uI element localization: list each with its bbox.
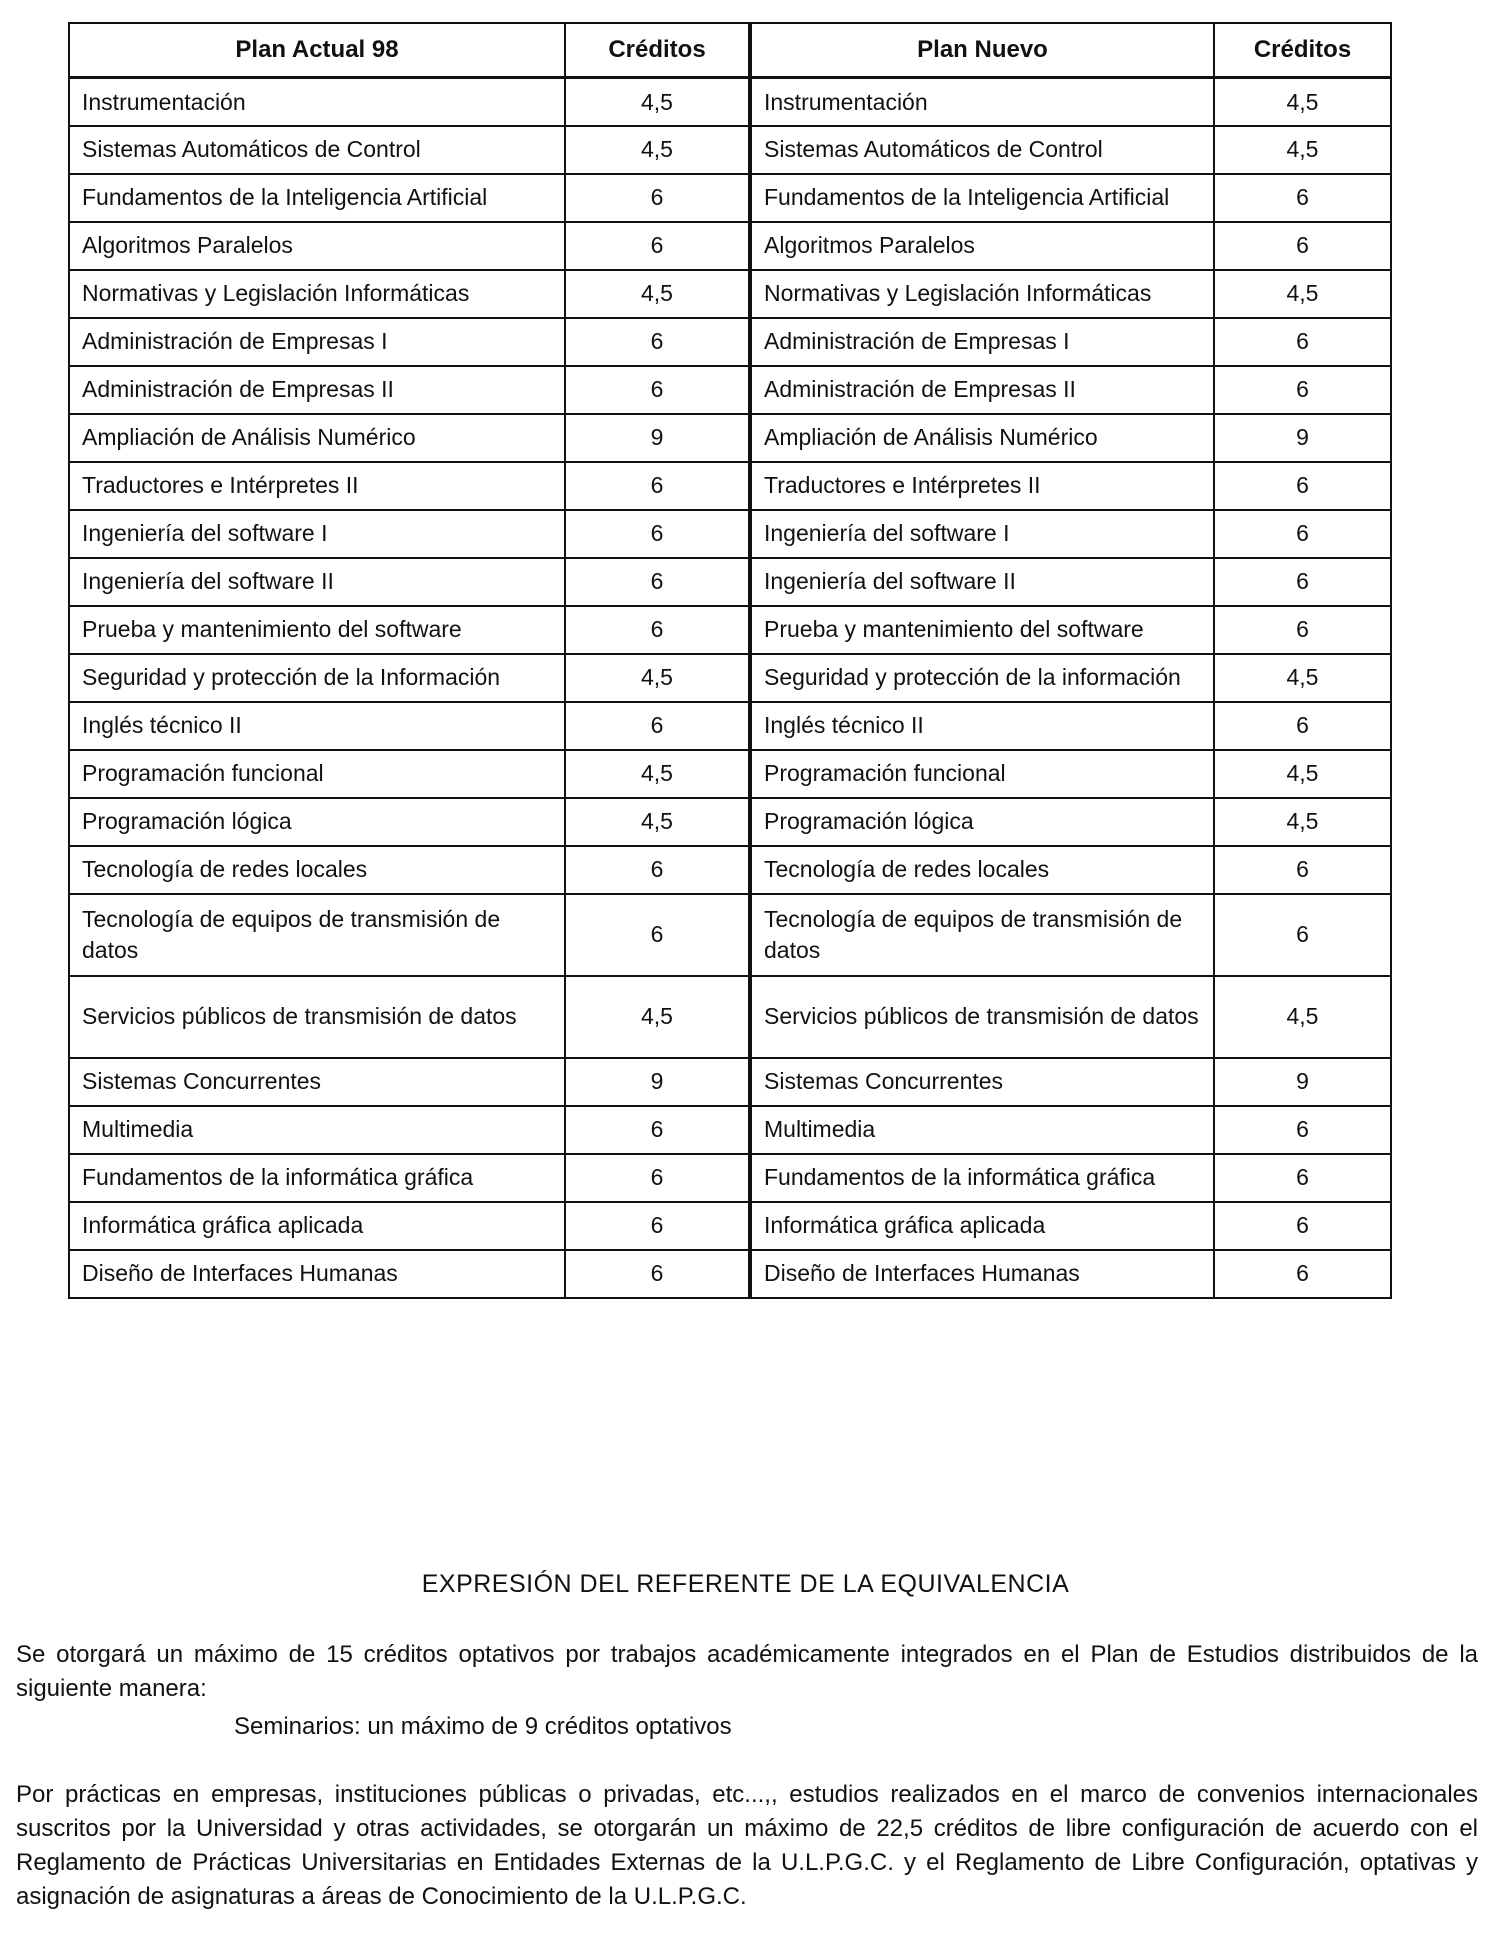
cell-creditos-actual: 6 [565, 510, 750, 558]
cell-asignatura-nuevo: Tecnología de equipos de transmisión de datos [750, 894, 1214, 976]
table-row [69, 846, 1391, 894]
cell-creditos-actual: 9 [565, 414, 750, 462]
cell-creditos-nuevo: 4,5 [1214, 976, 1391, 1058]
cell-asignatura-actual: Prueba y mantenimiento del software [69, 606, 565, 654]
cell-asignatura-actual: Fundamentos de la informática gráfica [69, 1154, 565, 1202]
cell-creditos-actual: 4,5 [565, 798, 750, 846]
cell-asignatura-nuevo: Administración de Empresas I [750, 318, 1214, 366]
cell-creditos-nuevo: 6 [1214, 1154, 1391, 1202]
cell-creditos-actual: 9 [565, 1058, 750, 1106]
table-row [69, 366, 1391, 414]
table-row [69, 1106, 1391, 1154]
cell-creditos-nuevo: 6 [1214, 174, 1391, 222]
cell-creditos-nuevo: 6 [1214, 510, 1391, 558]
cell-creditos-actual: 6 [565, 558, 750, 606]
table-row [69, 1250, 1391, 1298]
cell-asignatura-actual: Instrumentación [69, 78, 565, 126]
cell-asignatura-nuevo: Programación funcional [750, 750, 1214, 798]
cell-asignatura-nuevo: Sistemas Automáticos de Control [750, 126, 1214, 174]
cell-asignatura-actual: Sistemas Concurrentes [69, 1058, 565, 1106]
cell-asignatura-actual: Ingeniería del software II [69, 558, 565, 606]
cell-creditos-nuevo: 6 [1214, 846, 1391, 894]
cell-creditos-actual: 4,5 [565, 270, 750, 318]
cell-creditos-nuevo: 4,5 [1214, 798, 1391, 846]
cell-creditos-nuevo: 4,5 [1214, 270, 1391, 318]
cell-creditos-nuevo: 9 [1214, 1058, 1391, 1106]
table-row [69, 798, 1391, 846]
table-row [69, 750, 1391, 798]
header-plan-nuevo: Plan Nuevo [750, 23, 1214, 78]
table-row [69, 894, 1391, 976]
cell-asignatura-nuevo: Instrumentación [750, 78, 1214, 126]
cell-asignatura-actual: Algoritmos Paralelos [69, 222, 565, 270]
table-row [69, 462, 1391, 510]
cell-asignatura-actual: Ingeniería del software I [69, 510, 565, 558]
cell-creditos-actual: 6 [565, 702, 750, 750]
cell-creditos-nuevo: 4,5 [1214, 654, 1391, 702]
header-creditos-actual: Créditos [565, 23, 750, 78]
table-row [69, 1202, 1391, 1250]
cell-asignatura-nuevo: Ingeniería del software I [750, 510, 1214, 558]
cell-creditos-actual: 6 [565, 318, 750, 366]
cell-creditos-nuevo: 6 [1214, 222, 1391, 270]
cell-creditos-actual: 6 [565, 846, 750, 894]
table-row [69, 174, 1391, 222]
cell-creditos-nuevo: 6 [1214, 318, 1391, 366]
table-row [69, 510, 1391, 558]
table-header-row [69, 23, 1391, 78]
table-row [69, 318, 1391, 366]
cell-asignatura-actual: Servicios públicos de transmisión de datos [69, 976, 565, 1058]
cell-asignatura-nuevo: Programación lógica [750, 798, 1214, 846]
cell-creditos-actual: 6 [565, 174, 750, 222]
table-row [69, 222, 1391, 270]
cell-creditos-actual: 6 [565, 606, 750, 654]
cell-creditos-nuevo: 4,5 [1214, 750, 1391, 798]
cell-asignatura-actual: Multimedia [69, 1106, 565, 1154]
paragraph-seminarios: Seminarios: un máximo de 9 créditos optativos [234, 1713, 732, 1740]
cell-creditos-nuevo: 6 [1214, 1106, 1391, 1154]
cell-asignatura-nuevo: Multimedia [750, 1106, 1214, 1154]
cell-asignatura-nuevo: Prueba y mantenimiento del software [750, 606, 1214, 654]
table-row [69, 702, 1391, 750]
equivalence-table [68, 22, 1392, 1299]
cell-asignatura-nuevo: Sistemas Concurrentes [750, 1058, 1214, 1106]
cell-creditos-actual: 4,5 [565, 78, 750, 126]
table-row [69, 414, 1391, 462]
cell-creditos-nuevo: 6 [1214, 702, 1391, 750]
table-row [69, 976, 1391, 1058]
cell-asignatura-actual: Informática gráfica aplicada [69, 1202, 565, 1250]
table-row [69, 1058, 1391, 1106]
cell-asignatura-nuevo: Traductores e Intérpretes II [750, 462, 1214, 510]
cell-creditos-actual: 6 [565, 1154, 750, 1202]
cell-creditos-nuevo: 6 [1214, 894, 1391, 976]
cell-asignatura-nuevo: Algoritmos Paralelos [750, 222, 1214, 270]
cell-asignatura-actual: Programación funcional [69, 750, 565, 798]
cell-asignatura-nuevo: Ampliación de Análisis Numérico [750, 414, 1214, 462]
cell-asignatura-actual: Traductores e Intérpretes II [69, 462, 565, 510]
cell-asignatura-nuevo: Seguridad y protección de la información [750, 654, 1214, 702]
cell-asignatura-nuevo: Servicios públicos de transmisión de datos [750, 976, 1214, 1058]
cell-asignatura-nuevo: Diseño de Interfaces Humanas [750, 1250, 1214, 1298]
cell-asignatura-actual: Tecnología de equipos de transmisión de datos [69, 894, 565, 976]
table-row [69, 558, 1391, 606]
cell-asignatura-actual: Normativas y Legislación Informáticas [69, 270, 565, 318]
table-row [69, 126, 1391, 174]
section-title: EXPRESIÓN DEL REFERENTE DE LA EQUIVALENCIA [421, 1570, 1070, 1598]
cell-creditos-nuevo: 6 [1214, 462, 1391, 510]
cell-asignatura-nuevo: Fundamentos de la Inteligencia Artificial [750, 174, 1214, 222]
header-plan-actual: Plan Actual 98 [69, 23, 565, 78]
cell-creditos-nuevo: 9 [1214, 414, 1391, 462]
cell-creditos-actual: 6 [565, 894, 750, 976]
cell-asignatura-actual: Programación lógica [69, 798, 565, 846]
table-row [69, 270, 1391, 318]
cell-asignatura-nuevo: Administración de Empresas II [750, 366, 1214, 414]
cell-asignatura-actual: Diseño de Interfaces Humanas [69, 1250, 565, 1298]
table-body [69, 78, 1391, 1298]
cell-asignatura-nuevo: Normativas y Legislación Informáticas [750, 270, 1214, 318]
cell-creditos-actual: 6 [565, 1202, 750, 1250]
cell-creditos-actual: 4,5 [565, 750, 750, 798]
cell-creditos-nuevo: 6 [1214, 558, 1391, 606]
table-row [69, 1154, 1391, 1202]
cell-asignatura-nuevo: Informática gráfica aplicada [750, 1202, 1214, 1250]
cell-creditos-nuevo: 6 [1214, 606, 1391, 654]
cell-creditos-actual: 4,5 [565, 126, 750, 174]
header-creditos-nuevo: Créditos [1214, 23, 1391, 78]
cell-asignatura-nuevo: Ingeniería del software II [750, 558, 1214, 606]
table-row [69, 78, 1391, 126]
cell-asignatura-actual: Administración de Empresas I [69, 318, 565, 366]
cell-creditos-actual: 6 [565, 1106, 750, 1154]
cell-asignatura-actual: Administración de Empresas II [69, 366, 565, 414]
cell-creditos-actual: 6 [565, 222, 750, 270]
cell-asignatura-nuevo: Fundamentos de la informática gráfica [750, 1154, 1214, 1202]
cell-asignatura-actual: Tecnología de redes locales [69, 846, 565, 894]
cell-creditos-actual: 6 [565, 366, 750, 414]
cell-asignatura-actual: Seguridad y protección de la Información [69, 654, 565, 702]
paragraph-practicas: Por prácticas en empresas, instituciones públicas o privadas, etc...,, estudios realizados en el marco de convenios internacionales suscritos por la Universidad y otras actividades, se otorgarán un máximo de 22,5 créditos de libre configuración de acuerdo con el Reglamento de Prácticas Universitarias en Entidades Externas de la U.L.P.G.C. y el Reglamento de Libre Configuración, optativas y asignación de asignaturas a áreas de Conocimiento de la U.L.P.G.C. [16, 1781, 1478, 1910]
cell-asignatura-actual: Fundamentos de la Inteligencia Artificial [69, 174, 565, 222]
cell-asignatura-actual: Sistemas Automáticos de Control [69, 126, 565, 174]
cell-asignatura-nuevo: Inglés técnico II [750, 702, 1214, 750]
table-row [69, 606, 1391, 654]
cell-creditos-actual: 6 [565, 1250, 750, 1298]
cell-creditos-nuevo: 6 [1214, 366, 1391, 414]
cell-creditos-nuevo: 4,5 [1214, 78, 1391, 126]
cell-creditos-nuevo: 6 [1214, 1250, 1391, 1298]
cell-creditos-actual: 4,5 [565, 976, 750, 1058]
cell-asignatura-nuevo: Tecnología de redes locales [750, 846, 1214, 894]
paragraph-optativos: Se otorgará un máximo de 15 créditos optativos por trabajos académicamente integrados en el Plan de Estudios distribuidos de la siguiente manera: [16, 1641, 1478, 1702]
cell-creditos-nuevo: 4,5 [1214, 126, 1391, 174]
cell-creditos-nuevo: 6 [1214, 1202, 1391, 1250]
cell-asignatura-actual: Ampliación de Análisis Numérico [69, 414, 565, 462]
table-row [69, 654, 1391, 702]
cell-creditos-actual: 6 [565, 462, 750, 510]
cell-creditos-actual: 4,5 [565, 654, 750, 702]
cell-asignatura-actual: Inglés técnico II [69, 702, 565, 750]
